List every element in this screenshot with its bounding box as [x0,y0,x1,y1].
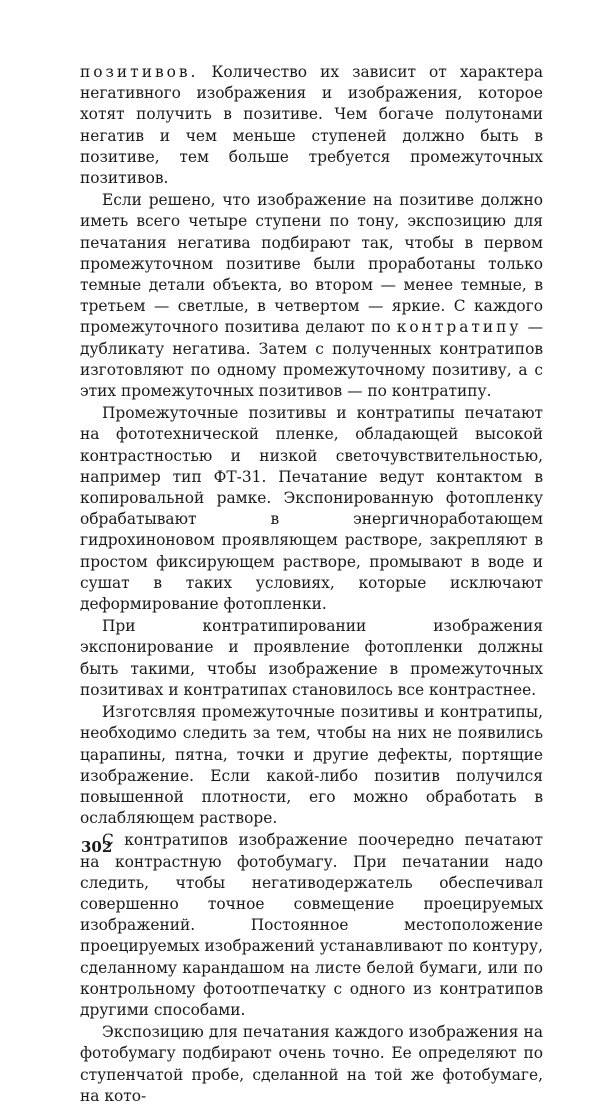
page-body [80,62,543,1107]
paragraph-1 [80,62,543,189]
paragraph-2-text-after: — дубликату негатива. Затем с полученных контратипов изготовляют по одному промежуточному позитиву, а с этих промежуточных позитивов — по контратипу. [80,318,543,401]
paragraph-7: Экспозицию для печатания каждого изображения на фотобумагу подбирают очень точно. Ее определяют по ступенчатой пробе, сделанной на той же фотобумаге, на кото- [80,1023,543,1105]
page-number: 302 [81,838,113,856]
paragraph-2 [80,190,543,402]
paragraph-4: При контратипировании изображения экспонирование и проявление фотопленки должны быть такими, чтобы изображение в промежуточных позитивах и контратипах становилось все контрастнее. [80,617,543,699]
spaced-term-positives: позитивов. [80,63,199,81]
paragraph-5: Изготсвляя промежуточные позитивы и контратипы, необходимо следить за тем, чтобы на них не появились царапины, пятна, точки и другие дефекты, портящие изображение. Если какой-либо позитив получился повышенной плотности, его можно обработать в ослабляющем растворе. [80,703,543,828]
paragraph-2-text-before: Если решено, что изображение на позитиве должно иметь всего четыре ступени по тону, экспозицию для печатания негатива подбирают так, чтобы в первом промежуточном позитиве были проработаны только темные детали объекта, во втором — менее темные, в третьем — светлые, в четвертом — яркие. С каждого промежуточного позитива делают по [80,191,543,337]
paragraph-1-text: Количество их зависит от характера негативного изображения и изображения, которое хотят получить в позитиве. Чем богаче полутонами негатив и чем меньше ступеней должно быть в позитиве, тем больше требуется промежуточных позитивов. [80,63,543,188]
paragraph-3: Промежуточные позитивы и контратипы печатают на фототехнической пленке, обладающей высокой контрастностью и низкой светочувствительностью, например тип ФТ-31. Печатание ведут контактом в копировальной рамке. Экспонированную фотопленку обрабатывают в энергичноработающем гидрохиноновом проявляющем растворе, закрепляют в простом фиксирующем растворе, промывают в воде и сушат в таких условиях, которые исключают деформирование фотопленки. [80,404,543,614]
spaced-term-countertype: контратипу [396,318,522,337]
paragraph-6: С контратипов изображение поочередно печатают на контрастную фотобумагу. При печатании надо следить, чтобы негативодержатель обеспечивал совершенно точное совмещение проецируемых изображений. Постоянное местоположение проецируемых изображений устанавливают по контуру, сделанному карандашом на листе белой бумаги, или по контрольному фотоотпечатку с одного из контратипов другими способами. [80,831,543,1019]
